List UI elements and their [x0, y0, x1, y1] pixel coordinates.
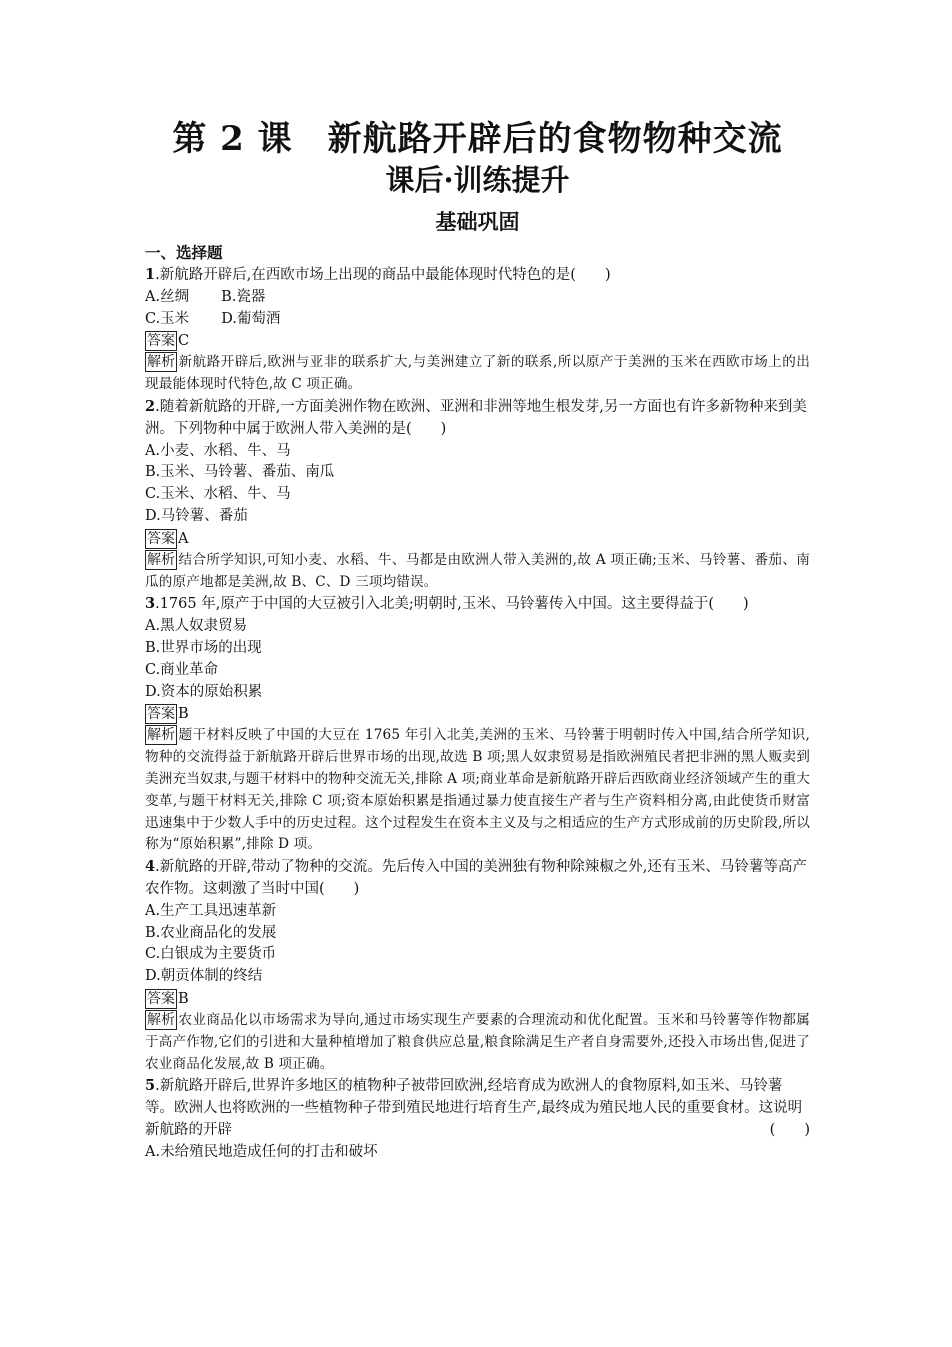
part-title: 一、选择题: [145, 244, 223, 262]
option-c: C.玉米、水稻、牛、马: [145, 486, 291, 503]
question-number: 3: [145, 595, 156, 613]
answer-tag: 答案: [147, 530, 175, 547]
answer-line: [145, 330, 810, 352]
question-text: .新航路开辟后,世界许多地区的植物种子被带回欧洲,经培育成为欧洲人的食物原料,如玉米、马铃薯等。欧洲人也将欧洲的一些植物种子带到殖民地进行培育生产,最终成为殖民地人民的重要食材。这说明新航路的开辟: [145, 1078, 803, 1138]
analysis-tag: 解析: [147, 727, 176, 744]
option-c: C.商业革命: [145, 661, 219, 678]
analysis-text: 农业商品化以市场需求为导向,通过市场实现生产要素的合理流动和优化配置。玉米和马铃薯等作物都属于高产作物,它们的引进和大量种植增加了粮食供应总量,粮食除满足生产者自身需要外,还投入市场出售,促进了农业商品化发展,故 B 项正确。: [145, 1011, 810, 1072]
option-c: C.玉米: [145, 310, 190, 327]
question-text: .新航路的开辟,带动了物种的交流。先后传入中国的美洲独有物种除辣椒之外,还有玉米、马铃薯等高产农作物。这刺激了当时中国( ): [145, 859, 807, 897]
question-3: [145, 593, 810, 856]
question-stem: [145, 1075, 810, 1141]
question-text: .随着新航路的开辟,一方面美洲作物在欧洲、亚洲和非洲等地生根发芽,另一方面也有许多新物种来到美洲。下列物种中属于欧洲人带入美洲的是( ): [145, 398, 807, 437]
question-stem: [145, 856, 810, 901]
option-a: A.黑人奴隶贸易: [145, 618, 248, 635]
lesson-subtitle: 课后·训练提升: [385, 163, 570, 197]
question-2: [145, 396, 810, 593]
option-d: D.朝贡体制的终结: [145, 968, 263, 985]
answer-tag: 答案: [147, 706, 175, 723]
analysis-line: [145, 1010, 810, 1075]
analysis-line: [145, 550, 810, 594]
question-stem: [145, 593, 810, 616]
option-d: D.资本的原始积累: [145, 683, 263, 700]
answer-paren: ( ): [769, 1121, 810, 1138]
answer-value: C: [178, 333, 190, 350]
option-c: C.白银成为主要货币: [145, 946, 277, 963]
analysis-text: 新航路开辟后,欧洲与亚非的联系扩大,与美洲建立了新的联系,所以原产于美洲的玉米在西欧市场上的出现最能体现时代特色,故 C 项正确。: [145, 354, 810, 393]
question-1: [145, 264, 810, 396]
analysis-line: [145, 352, 810, 396]
answer-value: A: [178, 530, 189, 547]
question-number: 5: [145, 1077, 156, 1095]
analysis-tag: 解析: [147, 1011, 176, 1028]
analysis-tag: 解析: [147, 354, 176, 371]
answer-line: [145, 703, 810, 725]
option-b: B.农业商品化的发展: [145, 924, 277, 941]
question-4: [145, 856, 810, 1075]
question-number: 1: [145, 266, 156, 283]
answer-value: B: [178, 706, 189, 723]
question-text: .1765 年,原产于中国的大豆被引入北美;明朝时,玉米、马铃薯传入中国。这主要得益于( ): [155, 596, 749, 613]
option-a: A.生产工具迅速革新: [145, 902, 277, 919]
option-d: D.葡萄酒: [221, 310, 281, 327]
option-b: B.瓷器: [221, 288, 266, 305]
analysis-tag: 解析: [147, 551, 176, 568]
question-number: 4: [145, 858, 156, 876]
document-page: [145, 118, 810, 1163]
option-a: A.未给殖民地造成任何的打击和破坏: [145, 1143, 378, 1160]
option-row: [145, 309, 810, 331]
question-number: 2: [145, 397, 156, 415]
option-b: B.玉米、马铃薯、番茄、南瓜: [145, 464, 335, 481]
question-5: [145, 1075, 810, 1163]
analysis-text: 结合所学知识,可知小麦、水稻、牛、马都是由欧洲人带入美洲的,故 A 项正确;玉米、马铃薯、番茄、南瓜的原产地都是美洲,故 B、C、D 三项均错误。: [145, 551, 810, 590]
answer-line: [145, 528, 810, 550]
option-a: A.小麦、水稻、牛、马: [145, 442, 291, 459]
section-title: 基础巩固: [435, 210, 520, 234]
analysis-text: 题干材料反映了中国的大豆在 1765 年引入北美,美洲的玉米、马铃薯于明朝时传入中国,结合所学知识,物种的交流得益于新航路开辟后世界市场的出现,故选 B 项;黑人奴隶贸易是指欧洲殖民者把非洲的黑人贩卖到美洲充当奴隶,与题干材料中的物种交流无关,排除 A 项;商业革命是新航路开辟后西欧商业经济领域产生的重大变革,与题干材料无关,排除 C 项;资本原始积累是指通过暴力使直接生产者与生产资料相分离,由此使货币财富迅速集中于少数人手中的历史过程。这个过程发生在资本主义及与之相适应的生产方式形成前的历史阶段,所以称为“原始积累”,排除 D 项。: [145, 727, 810, 853]
option-a: A.丝绸: [145, 288, 190, 305]
option-row: [145, 287, 810, 309]
question-text: .新航路开辟后,在西欧市场上出现的商品中最能体现时代特色的是( ): [155, 267, 611, 283]
question-stem: [145, 264, 810, 287]
answer-value: B: [178, 990, 189, 1007]
answer-line: [145, 988, 810, 1010]
analysis-line: [145, 725, 810, 856]
answer-tag: 答案: [147, 990, 175, 1007]
option-d: D.马铃薯、番茄: [145, 507, 248, 524]
lesson-title: 第 2 课 新航路开辟后的食物物种交流: [172, 119, 783, 159]
option-b: B.世界市场的出现: [145, 639, 262, 656]
answer-tag: 答案: [147, 333, 175, 350]
question-stem: [145, 396, 810, 441]
